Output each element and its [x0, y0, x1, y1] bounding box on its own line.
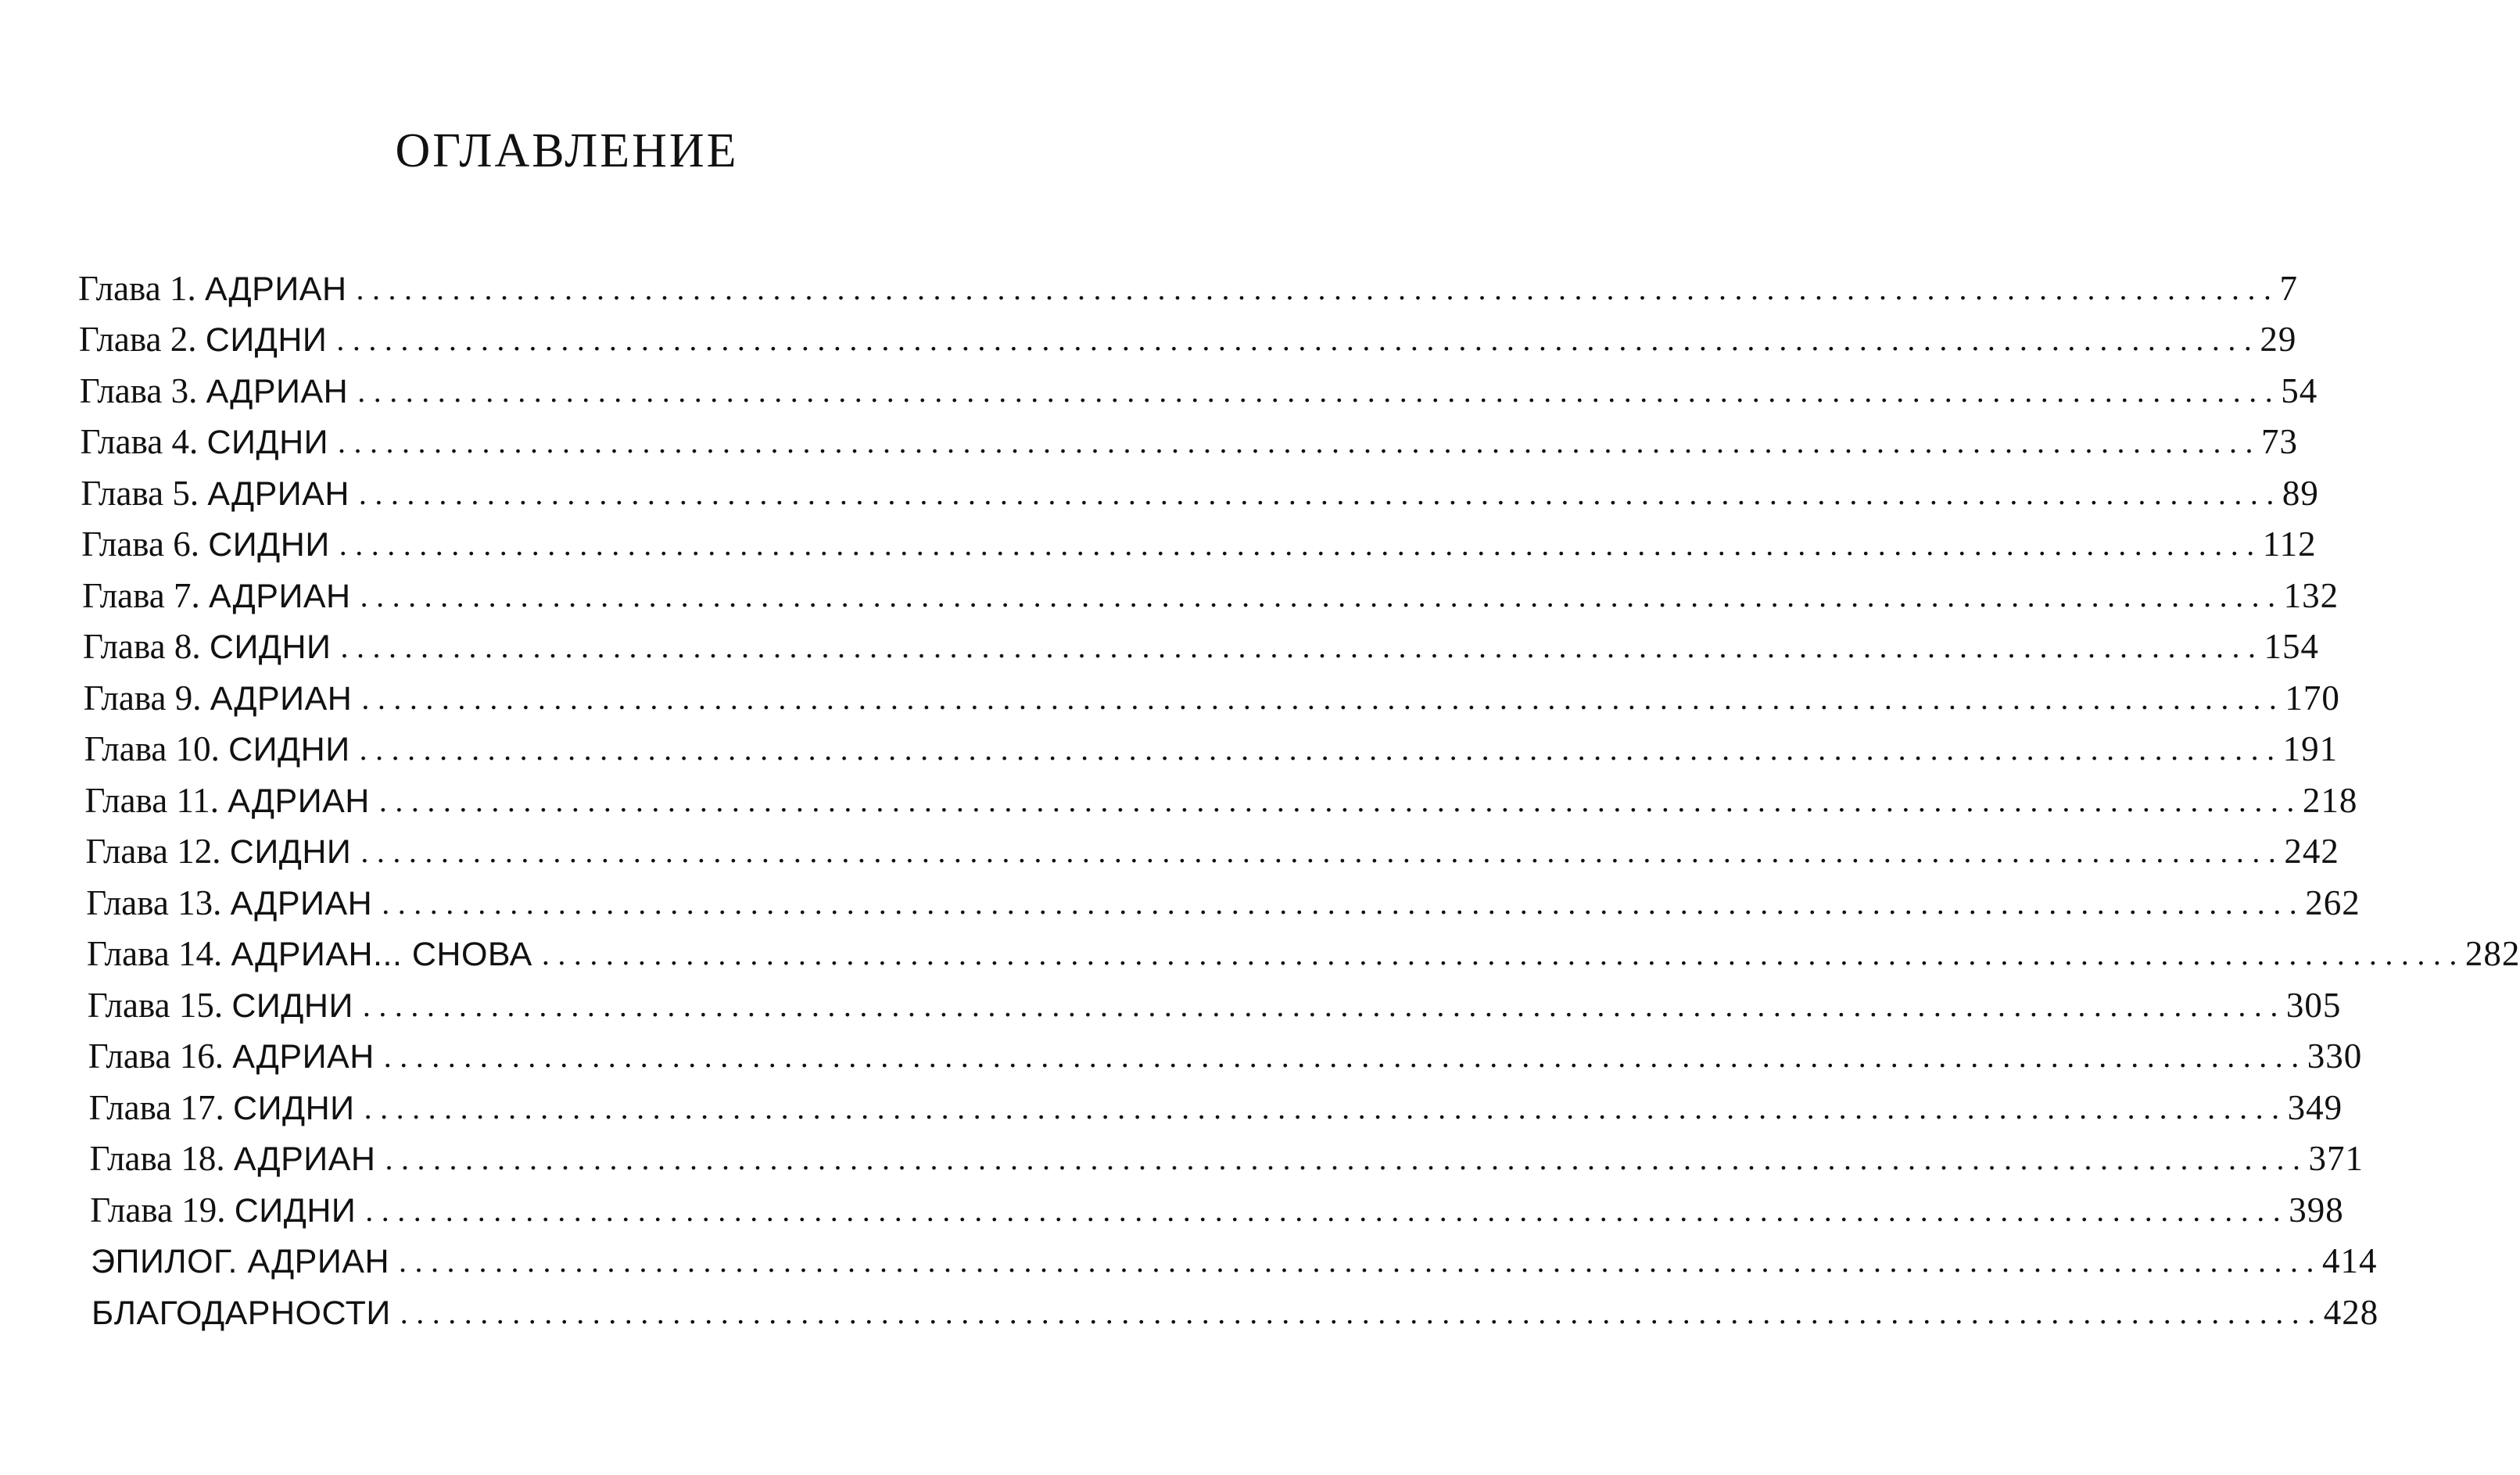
- toc-entry: [0, 972, 2342, 1025]
- chapter-number: Глава 7.: [82, 575, 200, 615]
- chapter-number: Глава 11.: [84, 780, 220, 820]
- section-title: БЛАГОДАРНОСТИ: [91, 1294, 391, 1332]
- dot-leader: ........................................................................................................................: [385, 1141, 2309, 1176]
- page-number: 262: [2305, 882, 2360, 922]
- toc-entry: [0, 664, 2340, 718]
- page-number: 112: [2262, 524, 2317, 564]
- toc-entry: [0, 1126, 2364, 1178]
- page-number: 218: [2302, 780, 2358, 820]
- toc-entry-label: [91, 1244, 399, 1279]
- dot-leader: ........................................................................................................................: [541, 936, 2465, 972]
- page-number: 305: [2285, 985, 2342, 1025]
- chapter-number: Глава 19.: [90, 1190, 226, 1230]
- dot-leader: ........................................................................................................................: [339, 527, 2263, 562]
- toc-entry: [0, 409, 2299, 461]
- chapter-number: Глава 13.: [86, 882, 222, 922]
- dot-leader: ........................................................................................................................: [362, 987, 2286, 1023]
- toc-entry: [0, 869, 2360, 922]
- page-number: 242: [2284, 832, 2339, 871]
- chapter-title: АДРИАН: [204, 270, 347, 308]
- chapter-title: СИДНИ: [233, 1089, 355, 1127]
- toc-entry-label: [88, 1036, 384, 1076]
- chapter-title: АДРИАН: [232, 1038, 375, 1076]
- dot-leader: ........................................................................................................................: [361, 680, 2285, 716]
- toc-entry-label: [83, 629, 341, 664]
- page-number: 349: [2287, 1087, 2343, 1127]
- dot-leader: ........................................................................................................................: [365, 1192, 2289, 1228]
- page-number: 371: [2308, 1139, 2364, 1178]
- dot-leader: ........................................................................................................................: [399, 1244, 2323, 1279]
- toc-entry: [0, 1176, 2344, 1230]
- dot-leader: ........................................................................................................................: [360, 834, 2285, 869]
- chapter-title: АДРИАН: [206, 372, 349, 410]
- toc-entry: [0, 921, 2520, 973]
- chapter-title: СИДНИ: [206, 424, 329, 461]
- chapter-number: Глава 6.: [81, 524, 199, 564]
- toc-entry: [0, 818, 2339, 871]
- chapter-number: Глава 5.: [81, 473, 199, 513]
- chapter-number: Глава 15.: [87, 985, 224, 1025]
- toc-entry-label: [79, 371, 358, 410]
- toc-entry-label: [84, 729, 360, 768]
- toc-entry: [0, 1023, 2363, 1076]
- chapter-title: АДРИАН: [230, 884, 373, 922]
- dot-leader: ........................................................................................................................: [358, 475, 2282, 511]
- toc-entry-label: [85, 834, 360, 869]
- page-number: 414: [2322, 1241, 2378, 1280]
- dot-leader: ........................................................................................................................: [364, 1090, 2288, 1126]
- toc-entry-label: [87, 936, 542, 972]
- toc-entry: [0, 562, 2339, 615]
- chapter-number: Глава 8.: [82, 627, 201, 666]
- toc-entry-label: [81, 473, 359, 513]
- toc-entry: [0, 767, 2358, 820]
- dot-leader: ........................................................................................................................: [360, 578, 2284, 614]
- toc-entry-label: [87, 985, 363, 1025]
- chapter-title: АДРИАН: [207, 474, 350, 513]
- toc-entry: [0, 357, 2318, 410]
- chapter-number: Глава 17.: [88, 1087, 224, 1127]
- dot-leader: ........................................................................................................................: [378, 782, 2303, 818]
- chapter-title: АДРИАН: [210, 679, 353, 718]
- dot-leader: ........................................................................................................................: [340, 629, 2264, 664]
- chapter-number: Глава 14.: [87, 934, 223, 973]
- toc-entry-label: [82, 575, 360, 615]
- page-number: 398: [2289, 1190, 2344, 1230]
- toc-entry-label: [83, 678, 362, 718]
- toc-entry: [0, 1279, 2379, 1332]
- chapter-number: Глава 16.: [88, 1036, 224, 1076]
- toc-entry-label: [79, 322, 337, 357]
- toc-entry: [0, 306, 2297, 359]
- toc-entry-label: [89, 1141, 385, 1176]
- chapter-number: Глава 10.: [84, 729, 220, 768]
- toc-list: [0, 255, 2520, 1332]
- toc-entry: [0, 460, 2319, 513]
- toc-entry: [0, 716, 2339, 768]
- dot-leader: ........................................................................................................................: [356, 270, 2280, 306]
- toc-entry: [0, 1074, 2343, 1127]
- dot-leader: ........................................................................................................................: [383, 1039, 2307, 1074]
- chapter-number: Глава 1.: [78, 268, 196, 308]
- dot-leader: ........................................................................................................................: [357, 373, 2282, 409]
- chapter-title: АДРИАН: [228, 782, 370, 820]
- page-number: 73: [2261, 422, 2299, 461]
- page-number: 154: [2264, 627, 2319, 666]
- dot-leader: ........................................................................................................................: [359, 732, 2283, 767]
- page-number: 54: [2281, 371, 2318, 410]
- page-number: 7: [2279, 268, 2299, 308]
- section-title: ЭПИЛОГ. АДРИАН: [91, 1243, 390, 1280]
- dot-leader: ........................................................................................................................: [338, 424, 2262, 460]
- toc-entry-label: [91, 1295, 400, 1330]
- chapter-title: СИДНИ: [228, 731, 350, 768]
- toc-entry: [0, 1228, 2378, 1280]
- chapter-title: СИДНИ: [209, 628, 332, 666]
- chapter-title: СИДНИ: [205, 321, 328, 359]
- toc-entry: [0, 614, 2319, 666]
- toc-entry-label: [88, 1087, 364, 1127]
- chapter-title: СИДНИ: [234, 1191, 357, 1230]
- toc-entry: [0, 511, 2317, 564]
- page-number: 282: [2464, 934, 2520, 973]
- chapter-title: СИДНИ: [229, 833, 352, 871]
- page-number: 89: [2282, 473, 2319, 513]
- page-number: 428: [2323, 1292, 2379, 1332]
- chapter-title: СИДНИ: [231, 986, 353, 1025]
- chapter-title: АДРИАН: [209, 577, 351, 615]
- page-number: 132: [2283, 575, 2339, 615]
- dot-leader: ........................................................................................................................: [382, 885, 2306, 921]
- dot-leader: ........................................................................................................................: [400, 1294, 2324, 1330]
- toc-entry-label: [84, 780, 379, 820]
- chapter-title: АДРИАН... СНОВА: [231, 936, 532, 973]
- chapter-number: Глава 9.: [83, 678, 202, 718]
- toc-entry-label: [86, 882, 382, 922]
- page-number: 170: [2285, 678, 2340, 718]
- toc-entry: [0, 255, 2299, 308]
- toc-entry-label: [78, 268, 357, 308]
- page-number: 29: [2260, 320, 2297, 359]
- dot-leader: ........................................................................................................................: [336, 322, 2260, 357]
- chapter-number: Глава 4.: [80, 422, 199, 461]
- page-number: 330: [2307, 1036, 2363, 1076]
- chapter-number: Глава 18.: [89, 1139, 225, 1178]
- page-title: ОГЛАВЛЕНИЕ: [395, 124, 739, 177]
- chapter-number: Глава 12.: [85, 832, 221, 871]
- toc-entry-label: [81, 524, 339, 564]
- toc-entry-label: [90, 1190, 365, 1230]
- chapter-number: Глава 3.: [79, 371, 198, 410]
- chapter-title: АДРИАН: [233, 1140, 376, 1178]
- chapter-number: Глава 2.: [78, 320, 197, 359]
- toc-entry-label: [81, 424, 339, 460]
- chapter-title: СИДНИ: [208, 526, 330, 564]
- page-number: 191: [2282, 729, 2339, 768]
